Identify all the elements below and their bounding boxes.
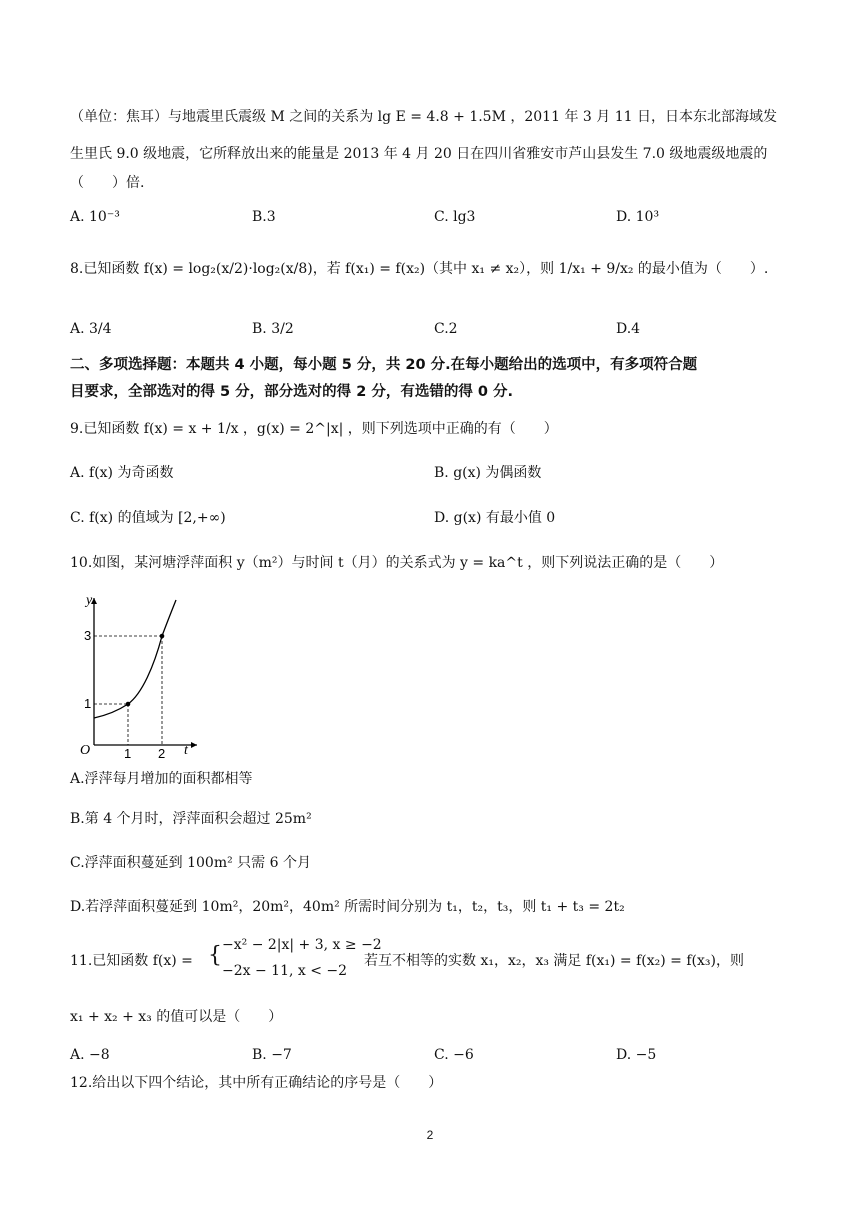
q11-option-c: C. −6 <box>434 1047 474 1063</box>
q11-brace: { <box>208 943 222 968</box>
y-tick-1: 1 <box>84 696 92 711</box>
q10-option-b: B.第 4 个月时，浮萍面积会超过 25m² <box>70 811 312 827</box>
q9-option-d: D. g(x) 有最小值 0 <box>434 510 556 526</box>
x-tick-2: 2 <box>158 746 166 760</box>
q11-case-2: −2x − 11, x < −2 <box>222 963 348 979</box>
q7-option-d: D. 10³ <box>616 209 660 225</box>
q10-option-c: C.浮萍面积蔓延到 100m² 只需 6 个月 <box>70 855 311 871</box>
q7-option-c: C. lg3 <box>434 209 476 225</box>
q7-line-3: （ ）倍. <box>70 175 145 191</box>
q11-case-1: −x² − 2|x| + 3, x ≥ −2 <box>222 937 382 953</box>
q8-option-a: A. 3/4 <box>70 321 112 337</box>
q11-line-2: x₁ + x₂ + x₃ 的值可以是（ ） <box>70 1009 283 1025</box>
q9-option-c: C. f(x) 的值域为 [2,+∞) <box>70 510 226 526</box>
q7-line-1: （单位：焦耳）与地震里氏震级 M 之间的关系为 lg E = 4.8 + 1.5M ，2011 年 3 月 11 日，日本东北部海域发 <box>70 109 777 125</box>
q10-growth-graph <box>72 590 202 760</box>
page-number: 2 <box>426 1128 434 1142</box>
origin-label: O <box>80 743 91 758</box>
q8-option-c: C.2 <box>434 321 458 337</box>
q11-stem-prefix: 11.已知函数 f(x) = <box>70 953 193 969</box>
q7-line-2: 生里氏 9.0 级地震，它所释放出来的能量是 2013 年 4 月 20 日在四川省雅安市芦山县发生 7.0 级地震级地震的 <box>70 146 768 162</box>
y-tick-3: 3 <box>84 628 92 643</box>
q8-stem: 8.已知函数 f(x) = log₂(x/2)·log₂(x/8)，若 f(x₁) = f(x₂)（其中 x₁ ≠ x₂），则 1/x₁ + 9/x₂ 的最小值为（ ）. <box>70 261 769 277</box>
q7-option-a: A. 10⁻³ <box>70 209 120 225</box>
q9-stem: 9.已知函数 f(x) = x + 1/x ，g(x) = 2^|x| ，则下列选项中正确的有（ ） <box>70 421 558 437</box>
q12-stem: 12.给出以下四个结论，其中所有正确结论的序号是（ ） <box>70 1075 443 1091</box>
q8-option-b: B. 3/2 <box>252 321 294 337</box>
q11-option-d: D. −5 <box>616 1047 657 1063</box>
q11-stem-suffix: 若互不相等的实数 x₁，x₂，x₃ 满足 f(x₁) = f(x₂) = f(x₃)，则 <box>364 953 744 969</box>
section-2-heading-line-2: 目要求，全部选对的得 5 分，部分选对的得 2 分，有选错的得 0 分. <box>70 384 514 400</box>
q8-option-d: D.4 <box>616 321 641 337</box>
q7-option-b: B.3 <box>252 209 276 225</box>
point-1-1 <box>126 702 131 707</box>
q9-option-b: B. g(x) 为偶函数 <box>434 465 542 481</box>
y-axis-label: y <box>86 593 93 608</box>
growth-curve <box>94 600 176 718</box>
q9-option-a: A. f(x) 为奇函数 <box>70 465 174 481</box>
q10-option-a: A.浮萍每月增加的面积都相等 <box>70 771 253 787</box>
x-axis-label: t <box>184 743 188 758</box>
x-tick-1: 1 <box>124 746 132 760</box>
point-2-3 <box>160 634 165 639</box>
q11-option-a: A. −8 <box>70 1047 110 1063</box>
x-axis-arrow <box>191 742 197 748</box>
q11-option-b: B. −7 <box>252 1047 292 1063</box>
q10-stem: 10.如图，某河塘浮萍面积 y（m²）与时间 t（月）的关系式为 y = ka^t ，则下列说法正确的是（ ） <box>70 555 724 571</box>
section-2-heading-line-1: 二、多项选择题：本题共 4 小题，每小题 5 分，共 20 分.在每小题给出的选项中，有多项符合题 <box>70 357 698 373</box>
q10-option-d: D.若浮萍面积蔓延到 10m²，20m²，40m² 所需时间分别为 t₁，t₂，t₃，则 t₁ + t₃ = 2t₂ <box>70 899 625 915</box>
